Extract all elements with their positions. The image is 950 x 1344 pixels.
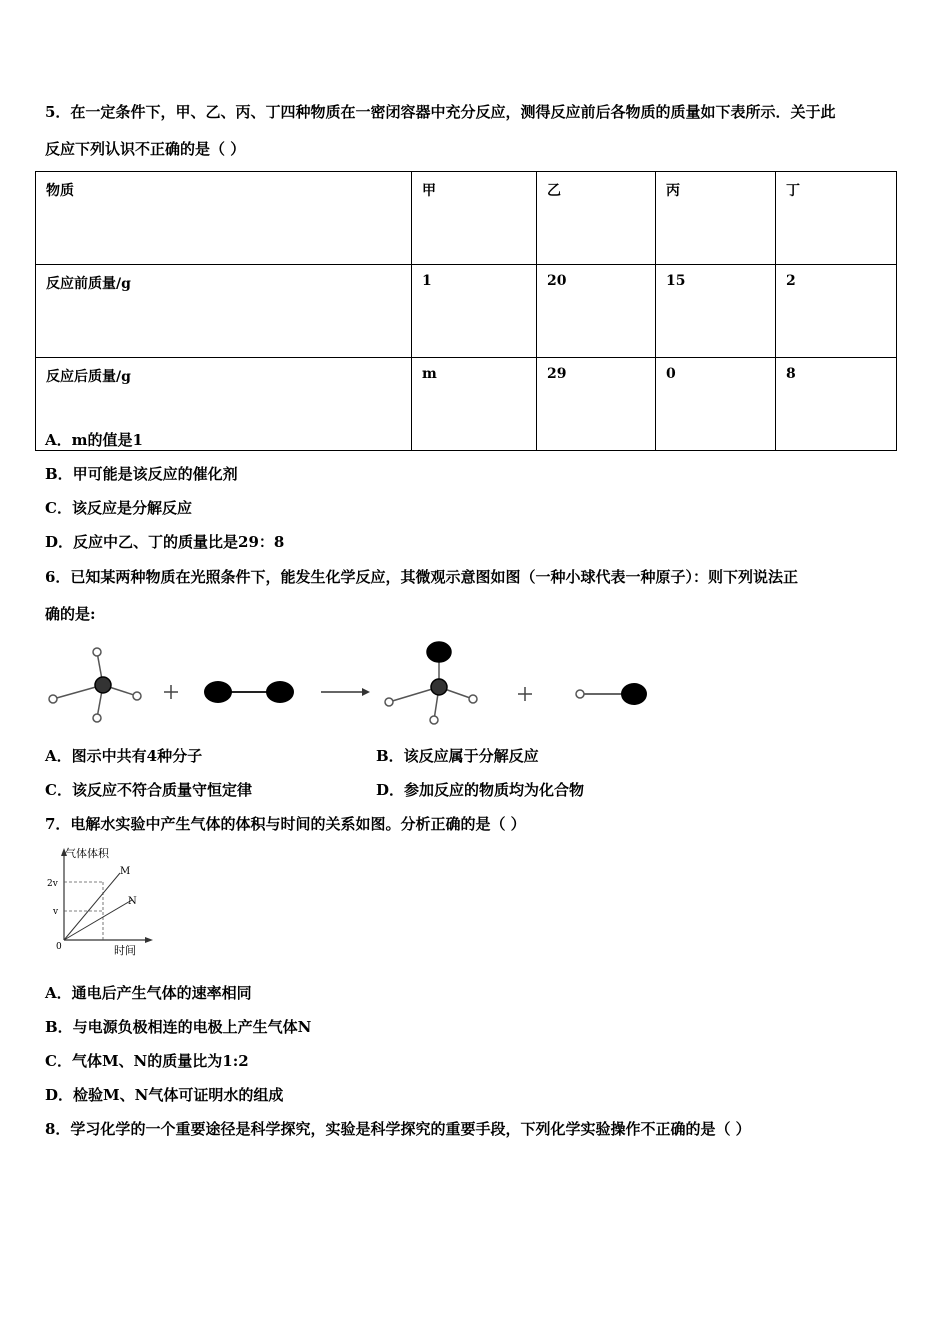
product-molecule-1 [385,642,477,724]
table-cell: 8 [776,358,897,451]
q6-stem-line2: 确的是: [45,605,96,623]
table-cell: 反应后质量/g [36,358,412,451]
table-cell: 29 [537,358,656,451]
q6-option-a: A．图示中共有4种分子 [45,747,203,765]
tick-v: v [53,907,59,917]
q6-molecule-diagram [40,636,660,736]
q6-option-c: C．该反应不符合质量守恒定律 [45,781,252,799]
plus-sign-1 [164,685,178,699]
table-cell: 2 [776,265,897,358]
table-cell: 物质 [36,172,412,265]
table-cell: 20 [537,265,656,358]
table-row [36,358,897,451]
q6-option-d: D．参加反应的物质均为化合物 [376,781,585,799]
tick-2v: 2v [47,879,58,889]
table-cell: 反应前质量/g [36,265,412,358]
q7-option-b: B．与电源负极相连的电极上产生气体N [45,1018,312,1036]
table-cell: 0 [656,358,776,451]
x-axis-label: 时间 [114,944,136,957]
label-n: N [128,896,137,907]
q6-stem-line1: 6．已知某两种物质在光照条件下，能发生化学反应，其微观示意图如图（一种小球代表一种原子）：则下列说法正 [45,568,798,586]
table-header-row [36,172,897,265]
reactant-molecule-1 [49,648,141,722]
reaction-arrow [321,688,370,696]
q6-option-b: B．该反应属于分解反应 [376,747,539,765]
q5-option-a: A．m的值是1 [45,431,143,449]
table-cell: 丁 [776,172,897,265]
q7-option-d: D．检验M、N气体可证明水的组成 [45,1086,284,1104]
label-m: M [120,866,131,877]
q7-volume-time-graph [44,843,159,958]
table-cell: 1 [412,265,537,358]
line-n [64,900,132,940]
line-m [64,873,120,940]
reactant-molecule-2 [204,681,294,703]
q7-option-c: C．气体M、N的质量比为1:2 [45,1052,249,1070]
q5-option-d: D．反应中乙、丁的质量比是29：8 [45,533,285,551]
q5-mass-table [35,171,897,451]
q8-stem: 8．学习化学的一个重要途径是科学探究，实验是科学探究的重要手段，下列化学实验操作不正确的是（ ） [45,1120,751,1138]
table-cell: m [412,358,537,451]
table-cell: 乙 [537,172,656,265]
plus-sign-2 [518,687,532,701]
q5-stem-line2: 反应下列认识不正确的是（ ） [45,140,246,158]
product-molecule-2 [576,683,647,705]
table-cell: 丙 [656,172,776,265]
table-row [36,265,897,358]
q5-option-b: B．甲可能是该反应的催化剂 [45,465,238,483]
q7-option-a: A．通电后产生气体的速率相同 [45,984,252,1002]
table-cell: 15 [656,265,776,358]
q5-option-c: C．该反应是分解反应 [45,499,192,517]
q5-stem-line1: 5．在一定条件下，甲、乙、丙、丁四种物质在一密闭容器中充分反应，测得反应前后各物质的质量如下表所示．关于此 [45,103,836,121]
y-axis-label: 气体体积 [65,847,109,860]
origin-label: 0 [56,942,62,952]
table-cell: 甲 [412,172,537,265]
q7-stem: 7．电解水实验中产生气体的体积与时间的关系如图。分析正确的是（ ） [45,815,526,833]
